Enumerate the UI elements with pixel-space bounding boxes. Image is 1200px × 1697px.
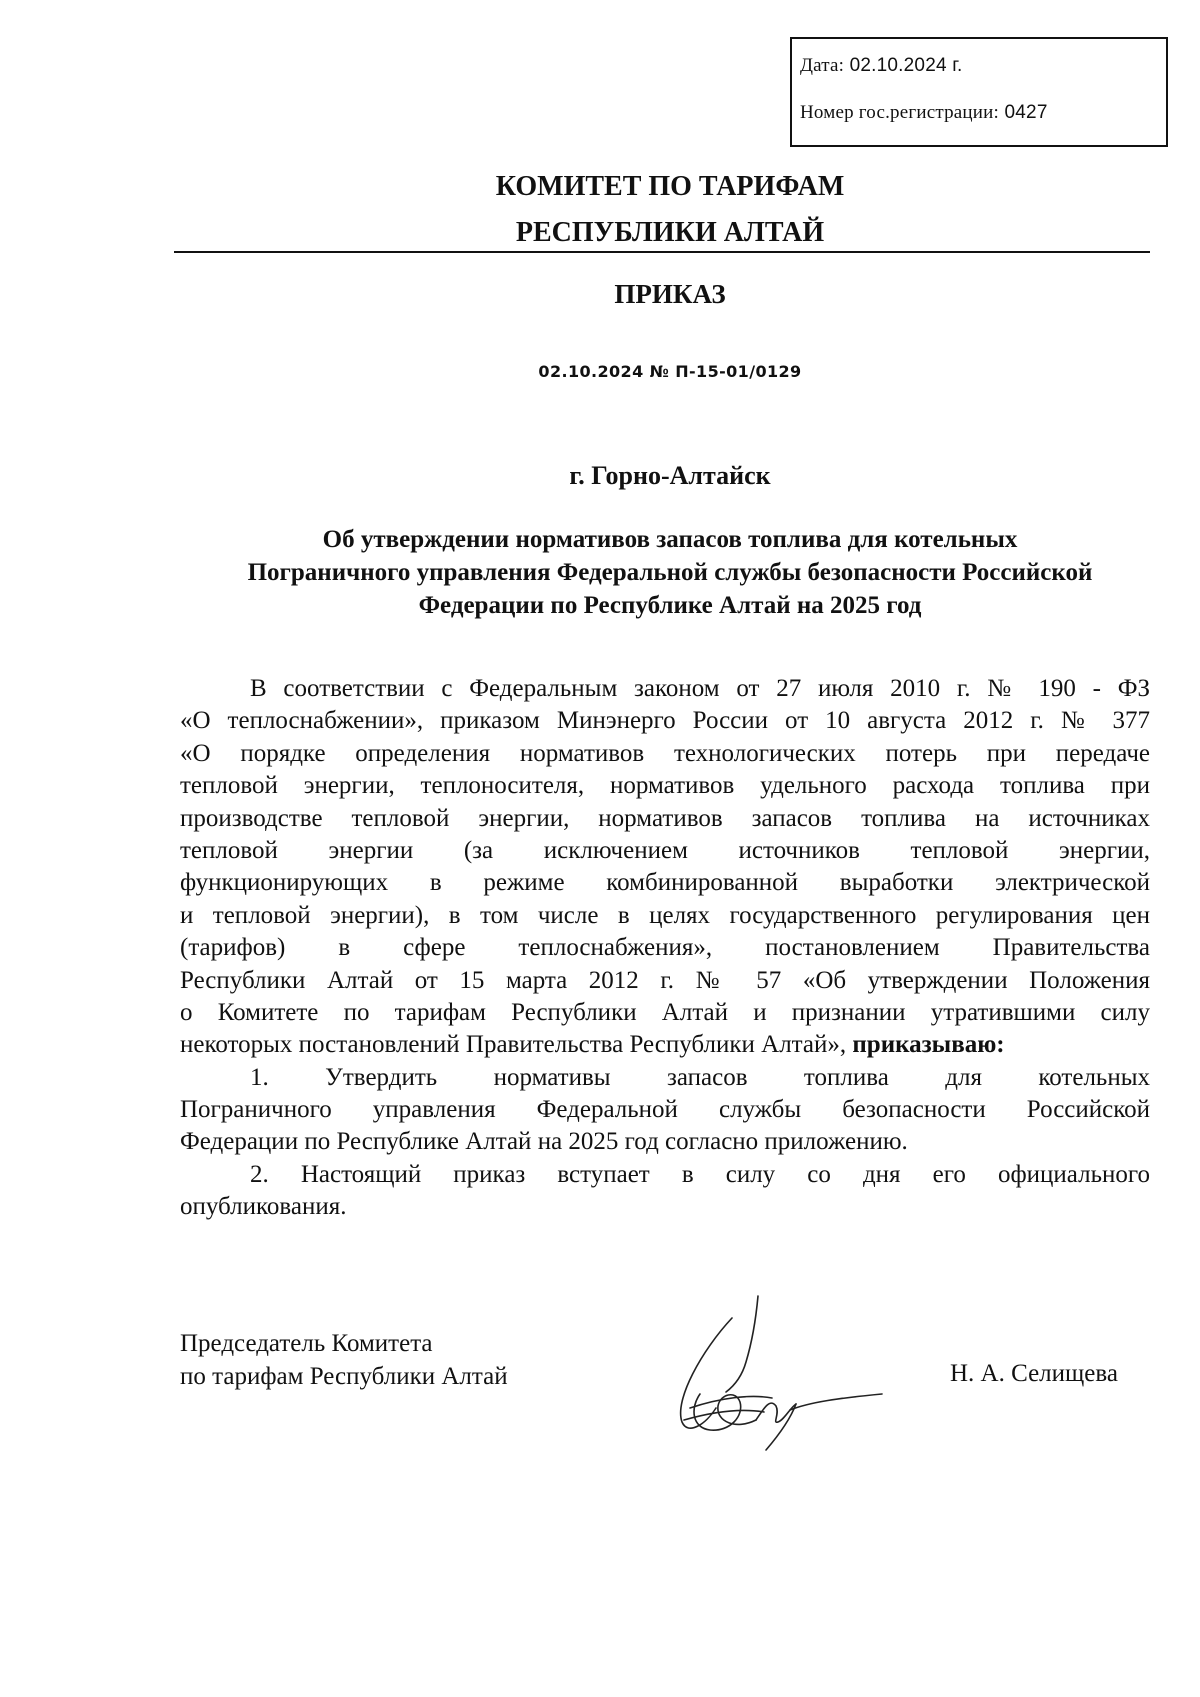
preamble-line: «О порядке определения нормативов технологических потерь при передаче bbox=[180, 739, 1150, 767]
preamble-emphasis: приказываю: bbox=[852, 1031, 1005, 1059]
preamble-last-line bbox=[180, 1029, 1150, 1061]
signatory-position bbox=[180, 1327, 508, 1393]
registration-number-value: 0427 bbox=[1004, 102, 1048, 123]
item-2-line: 2. Настоящий приказ вступает в силу со дня его официального bbox=[250, 1160, 1150, 1188]
preamble-line: и тепловой энергии), в том числе в целях государственного регулирования цен bbox=[180, 901, 1150, 929]
document-type: ПРИКАЗ bbox=[614, 279, 726, 309]
document-body bbox=[180, 673, 1150, 1224]
preamble-line: производстве тепловой энергии, нормативов запасов топлива на источниках bbox=[180, 804, 1150, 832]
preamble-line: Республики Алтай от 15 марта 2012 г. № 57 «Об утверждении Положения bbox=[180, 966, 1150, 994]
header-divider bbox=[174, 251, 1150, 253]
item-1-line: Федерации по Республике Алтай на 2025 год согласно приложению. bbox=[180, 1128, 908, 1156]
preamble-line: (тарифов) в сфере теплоснабжения», постановлением Правительства bbox=[180, 934, 1150, 962]
title-line-1: Об утверждении нормативов запасов топлива для котельных bbox=[322, 526, 1018, 553]
preamble-last-text: некоторых постановлений Правительства Республики Алтай», bbox=[180, 1031, 847, 1059]
preamble-line: В соответствии с Федеральным законом от 27 июля 2010 г. № 190 - ФЗ bbox=[250, 675, 1150, 702]
registration-date-value: 02.10.2024 г. bbox=[849, 55, 963, 76]
signatory-position-line-2: по тарифам Республики Алтай bbox=[180, 1363, 508, 1390]
preamble-line: функционирующих в режиме комбинированной выработки электрической bbox=[180, 869, 1150, 897]
title-line-2: Пограничного управления Федеральной службы безопасности Российской bbox=[247, 559, 1093, 586]
document-title bbox=[180, 523, 1160, 622]
organization-name-line-1: КОМИТЕТ ПО ТАРИФАМ bbox=[495, 171, 845, 202]
registration-date-label: Дата: bbox=[800, 55, 845, 76]
document-number: 02.10.2024 № П-15-01/0129 bbox=[538, 362, 802, 381]
registration-stamp bbox=[790, 37, 1168, 147]
item-1-line: Пограничного управления Федеральной службы безопасности Российской bbox=[180, 1096, 1150, 1124]
organization-name-line-2: РЕСПУБЛИКИ АЛТАЙ bbox=[515, 217, 825, 248]
preamble-line: тепловой энергии, теплоносителя, нормативов удельного расхода топлива при bbox=[180, 772, 1150, 800]
title-line-3: Федерации по Республике Алтай на 2025 год bbox=[418, 592, 922, 619]
signatory-position-line-1: Председатель Комитета bbox=[180, 1330, 433, 1357]
preamble-line: о Комитете по тарифам Республики Алтай и признании утратившими силу bbox=[180, 998, 1150, 1026]
registration-number-line bbox=[800, 103, 1166, 122]
registration-number-label: Номер гос.регистрации: bbox=[800, 102, 1000, 123]
preamble-line: тепловой энергии (за исключением источников тепловой энергии, bbox=[180, 836, 1150, 864]
item-1-line: 1. Утвердить нормативы запасов топлива для котельных bbox=[250, 1063, 1150, 1091]
preamble-line: «О теплоснабжении», приказом Минэнерго России от 10 августа 2012 г. № 377 bbox=[180, 707, 1150, 735]
document-city: г. Горно-Алтайск bbox=[569, 461, 771, 490]
handwritten-signature bbox=[660, 1290, 900, 1455]
registration-date-line bbox=[800, 56, 1166, 75]
signatory-name: Н. А. Селищева bbox=[950, 1360, 1118, 1387]
item-2-line: опубликования. bbox=[180, 1193, 347, 1221]
